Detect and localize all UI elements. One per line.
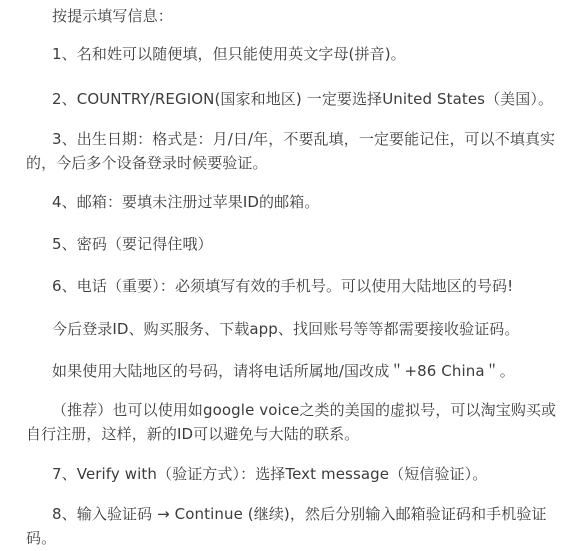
- step-4-email: 4、邮箱：要填未注册过苹果ID的邮箱。: [52, 193, 320, 211]
- phone-note-virtual-number: （推荐）也可以使用如google voice之类的美国的虚拟号，可以淘宝购买或自行注册，这样，新的ID可以避免与大陆的联系。: [26, 401, 557, 443]
- step-8-enter-code: 8、输入验证码 → Continue (继续)，然后分别输入邮箱验证码和手机验证码。: [26, 505, 547, 547]
- step-7-verify-with: 7、Verify with（验证方式）：选择Text message（短信验证）。: [52, 465, 488, 483]
- step-5-password: 5、密码（要记得住哦）: [52, 235, 213, 253]
- step-3-birthday: 3、出生日期：格式是：月/日/年，不要乱填，一定要能记住，可以不填真实的，今后多个设备登录时候要验证。: [26, 130, 556, 172]
- step-1-name: 1、名和姓可以随便填，但只能使用英文字母(拼音)。: [52, 45, 406, 63]
- step-6-phone: 6、电话（重要）：必须填写有效的手机号。可以使用大陆地区的号码!: [52, 277, 514, 295]
- phone-note-china-number: 如果使用大陆地区的号码，请将电话所属地/国改成＂+86 China＂。: [52, 362, 515, 380]
- intro-line: 按提示填写信息：: [52, 7, 173, 25]
- phone-note-verification: 今后登录ID、购买服务、下载app、找回账号等等都需要接收验证码。: [52, 320, 520, 338]
- step-2-country: 2、COUNTRY/REGION(国家和地区) 一定要选择United States（美国）。: [52, 90, 554, 108]
